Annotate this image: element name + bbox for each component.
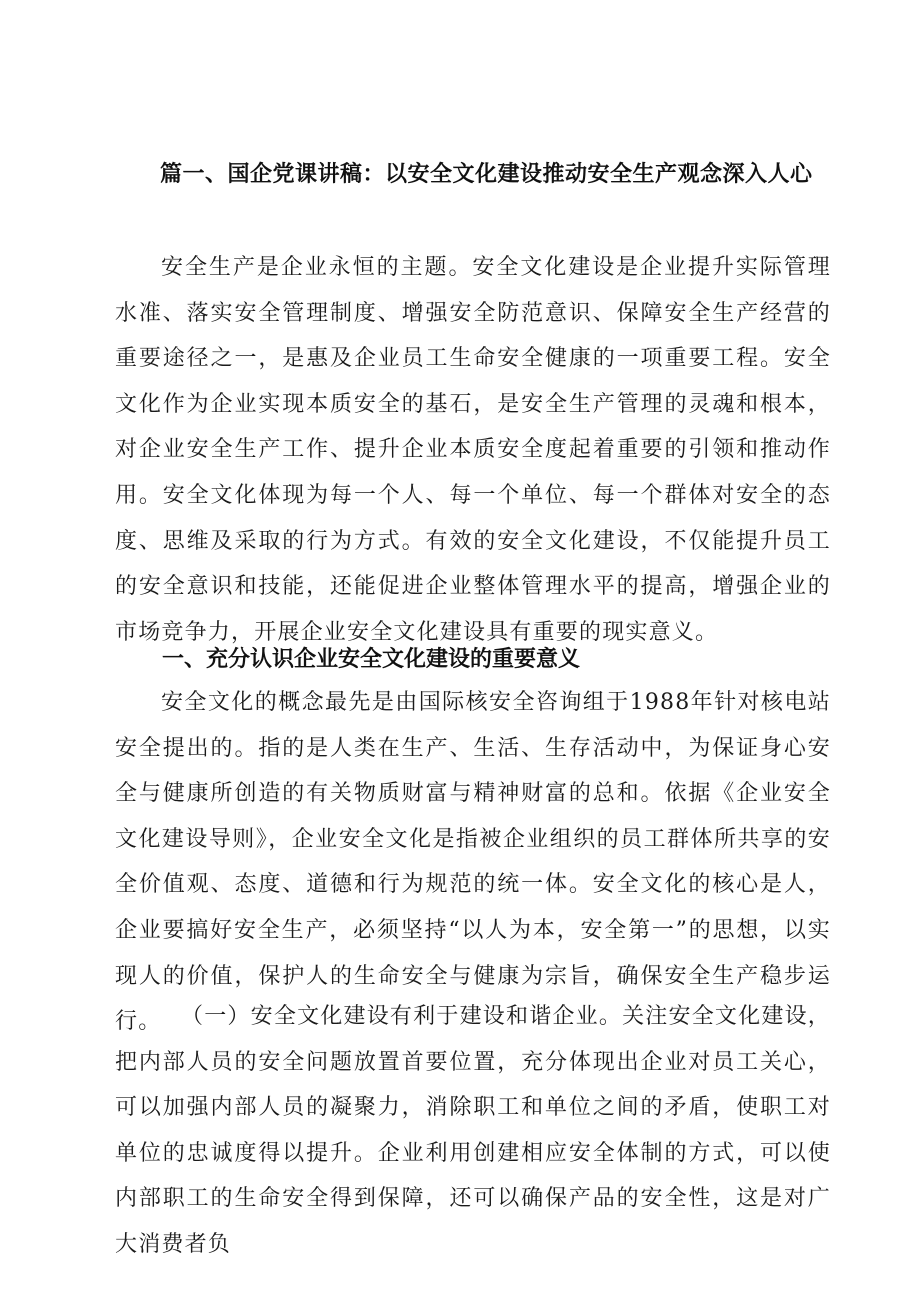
intro-paragraph: 安全生产是企业永恒的主题。安全文化建设是企业提升实际管理水准、落实安全管理制度、增强安全防范意识、保障安全生产经营的重要途径之一，是惠及企业员工生命安全健康的一项重要工程。安全文化作为企业实现本质安全的基石，是安全生产管理的灵魂和根本，对企业安全生产工作、提升企业本质安全度起着重要的引领和推动作用。安全文化体现为每一个人、每一个单位、每一个群体对安全的态度、思维及采取的行为方式。有效的安全文化建设，不仅能提升员工的安全意识和技能，还能促进企业整体管理水平的提高，增强企业的市场竞争力，开展企业安全文化建设具有重要的现实意义。 (115, 255, 831, 645)
document-title: 篇一、国企党课讲稿：以安全文化建设推动安全生产观念深入人心 (160, 162, 813, 187)
section-heading-1: 一、充分认识企业安全文化建设的重要意义 (162, 647, 581, 672)
subsection-1-paragraph: （一）安全文化建设有利于建设和谐企业。关注安全文化建设，把内部人员的安全问题放置首要位置，充分体现出企业对员工关心，可以加强内部人员的凝聚力，消除职工和单位之间的矛盾，使职工对单位的忠诚度得以提升。企业利用创建相应安全体制的方式，可以使内部职工的生命安全得到保障，还可以确保产品的安全性，这是对广大消费者负 (115, 1004, 831, 1257)
section-1-paragraph: 安全文化的概念最先是由国际核安全咨询组于1988年针对核电站安全提出的。指的是人类在生产、生活、生存活动中，为保证身心安全与健康所创造的有关物质财富与精神财富的总和。依据《企业安全文化建设导则》，企业安全文化是指被企业组织的员工群体所共享的安全价值观、态度、道德和行为规范的统一体。安全文化的核心是人，企业要搞好安全生产，必须坚持“以人为本，安全第一”的思想，以实现人的价值，保护人的生命安全与健康为宗旨，确保安全生产稳步运行。 (115, 690, 831, 1035)
